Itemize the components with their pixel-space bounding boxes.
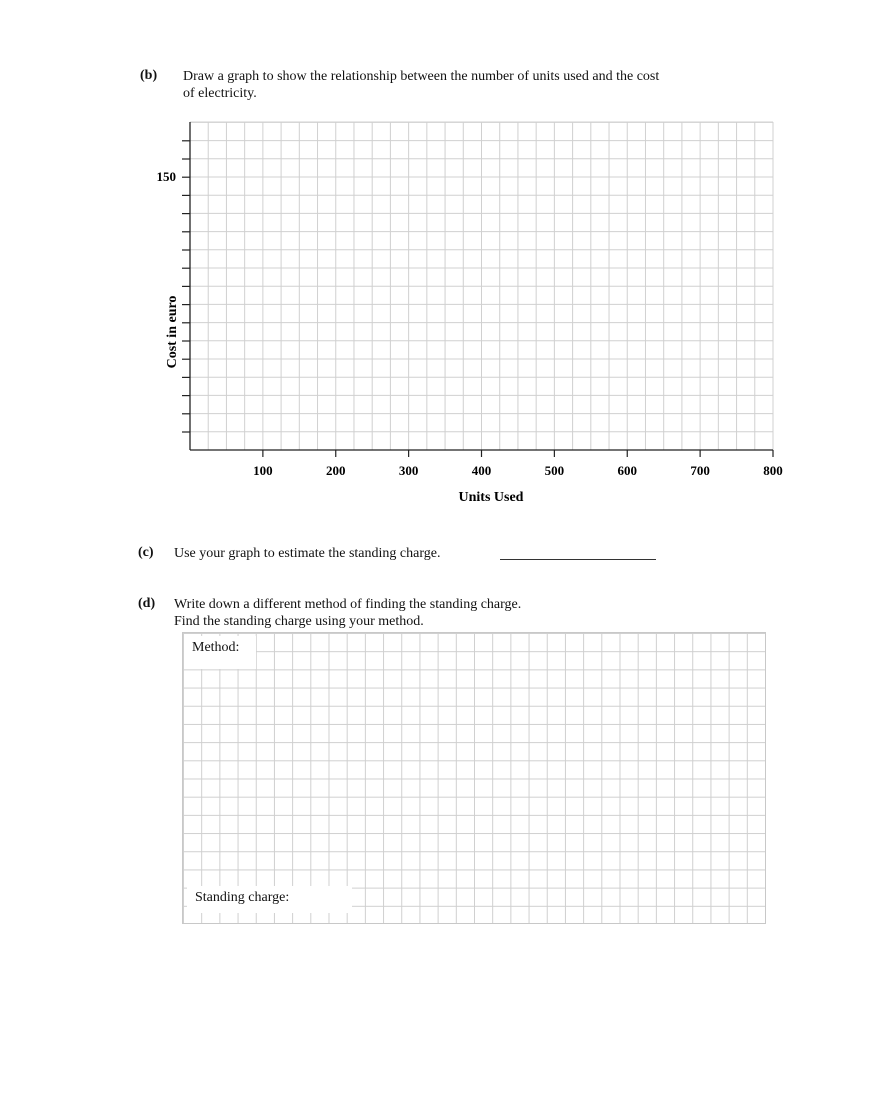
question-d-text-line2: Find the standing charge using your method. xyxy=(174,614,424,629)
question-c-label: (c) xyxy=(138,545,154,560)
question-d-text-line1: Write down a different method of finding the standing charge. xyxy=(174,597,522,612)
x-tick-label: 600 xyxy=(617,463,637,478)
question-d-text xyxy=(174,596,734,630)
x-axis-ticks xyxy=(253,450,783,505)
x-tick-label: 700 xyxy=(690,463,710,478)
question-b-text-line1: Draw a graph to show the relationship between the number of units used and the cost xyxy=(183,69,660,84)
y-axis-ticks xyxy=(157,141,191,432)
x-tick-label: 400 xyxy=(471,463,492,478)
x-axis-title: Units Used xyxy=(458,490,524,505)
y-tick-label: 150 xyxy=(156,169,176,184)
standing-charge-label: Standing charge: xyxy=(187,886,352,913)
question-c-text: Use your graph to estimate the standing charge. xyxy=(174,546,441,561)
question-b-text-line2: of electricity. xyxy=(183,86,257,101)
x-tick-label: 500 xyxy=(544,463,565,478)
question-b-label: (b) xyxy=(140,68,158,83)
x-tick-label: 800 xyxy=(763,463,783,478)
y-axis-title: Cost in euro xyxy=(165,295,180,369)
standing-charge-answer-line[interactable] xyxy=(500,559,656,560)
x-tick-label: 100 xyxy=(253,463,273,478)
x-tick-label: 300 xyxy=(398,463,419,478)
x-tick-label: 200 xyxy=(326,463,346,478)
method-working-area[interactable] xyxy=(182,632,766,924)
cost-units-graph[interactable] xyxy=(0,0,892,520)
question-d-label: (d) xyxy=(138,596,156,611)
method-label: Method: xyxy=(184,636,256,669)
graph-grid xyxy=(190,122,773,450)
